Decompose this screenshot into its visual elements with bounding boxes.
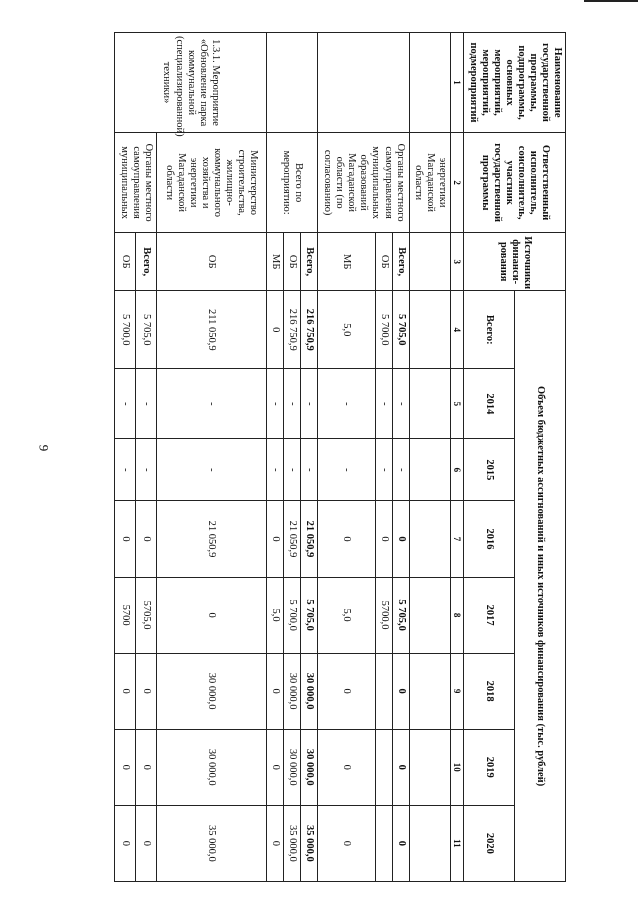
value-cell: 35 000,0 [283, 805, 300, 881]
page-number: 9 [36, 444, 52, 452]
value-cell: - [156, 369, 266, 439]
value-cell: - [375, 439, 392, 501]
value-cell: 5 700,0 [283, 577, 300, 653]
value-cell: 0 [266, 501, 283, 577]
value-cell: 5 705,0 [392, 291, 409, 369]
value-cell: - [392, 439, 409, 501]
value-cell: 216 750,9 [283, 291, 300, 369]
header-year: 2019 [464, 729, 515, 805]
header-col1: Наименование государственной программы, подпрограммы, основных мероприятий, мероприятий, подмероприятий [464, 33, 566, 133]
rotated-table-container [70, 32, 566, 882]
value-cell: 0 [136, 653, 157, 729]
participant-cell: Министерство строительства, жилищно-коммунального хозяйства и энергетики Магаданской области [156, 133, 266, 233]
header-year: 2015 [464, 439, 515, 501]
participant-cell: энергетики Магаданской области [409, 133, 450, 233]
source-cell: ОБ [115, 233, 136, 291]
header-col2: Ответственный исполнитель, соисполнитель, участник государственной программы [464, 133, 566, 233]
col-number: 2 [451, 133, 464, 233]
participant-cell: Органы местного самоуправления муниципальных образований Магаданской области (по согласованию) [317, 133, 409, 233]
value-cell: 30 000,0 [283, 653, 300, 729]
value-cell: 0 [115, 501, 136, 577]
value-cell: 0 [156, 577, 266, 653]
value-cell: 0 [392, 501, 409, 577]
header-row [515, 33, 566, 882]
value-cell: - [317, 439, 375, 501]
value-cell: - [300, 439, 317, 501]
value-cell: 0 [266, 291, 283, 369]
value-cell: 5,0 [317, 291, 375, 369]
col-number: 8 [451, 577, 464, 653]
header-total: Всего: [464, 291, 515, 369]
value-cell: - [136, 439, 157, 501]
value-cell: 21 050,9 [300, 501, 317, 577]
col-number: 4 [451, 291, 464, 369]
value-cell: 0 [317, 805, 375, 881]
value-cell: - [300, 369, 317, 439]
value-cell: 5,0 [266, 577, 283, 653]
value-cell: - [283, 439, 300, 501]
table-row [156, 33, 266, 882]
value-cell: 0 [375, 501, 392, 577]
source-cell: ОБ [283, 233, 300, 291]
value-cell: 21 050,9 [283, 501, 300, 577]
col-number: 1 [451, 33, 464, 133]
value-cell: 216 750,9 [300, 291, 317, 369]
value-cell: - [266, 369, 283, 439]
value-cell: 0 [317, 501, 375, 577]
col-number: 11 [451, 805, 464, 881]
value-cell: 30 000,0 [300, 729, 317, 805]
header-year: 2016 [464, 501, 515, 577]
table-row [392, 33, 409, 882]
value-cell: 211 050,9 [156, 291, 266, 369]
value-cell: 35 000,0 [300, 805, 317, 881]
value-cell: 0 [266, 729, 283, 805]
header-funding-group: Объем бюджетных ассигнований и иных источников финансирования (тыс. рублей) [515, 291, 566, 882]
value-cell: 5,0 [317, 577, 375, 653]
value-cell: 0 [115, 805, 136, 881]
value-cell: - [266, 439, 283, 501]
value-cell: 0 [392, 653, 409, 729]
value-cell: 21 050,9 [156, 501, 266, 577]
value-cell: - [392, 369, 409, 439]
value-cell: - [156, 439, 266, 501]
value-cell [375, 653, 392, 729]
col-number: 9 [451, 653, 464, 729]
value-cell: 30 000,0 [283, 729, 300, 805]
source-cell: МБ [317, 233, 375, 291]
top-edge-mark [584, 0, 638, 2]
col-number: 6 [451, 439, 464, 501]
measure-name-cell: 1.3.1. Мероприятие «Обновление парка коммунальной (специализированной) техники» [115, 33, 266, 133]
column-number-row [451, 33, 464, 882]
value-cell: 0 [136, 501, 157, 577]
value-cell [375, 729, 392, 805]
value-cell: - [283, 369, 300, 439]
source-cell: ОБ [375, 233, 392, 291]
value-cell: 30 000,0 [300, 653, 317, 729]
header-year: 2014 [464, 369, 515, 439]
value-cell: 0 [266, 653, 283, 729]
value-cell: - [136, 369, 157, 439]
col-number: 10 [451, 729, 464, 805]
value-cell: 5 705,0 [392, 577, 409, 653]
source-cell: МБ [266, 233, 283, 291]
value-cell: 30 000,0 [156, 729, 266, 805]
value-cell: - [375, 369, 392, 439]
col-number: 7 [451, 501, 464, 577]
value-cell: 5 700,0 [115, 291, 136, 369]
value-cell: 0 [266, 805, 283, 881]
value-cell: 5 700,0 [375, 291, 392, 369]
col-number: 5 [451, 369, 464, 439]
value-cell: 0 [317, 729, 375, 805]
participant-cell: Органы местного самоуправления муниципальных [115, 133, 156, 233]
value-cell: 5700 [115, 577, 136, 653]
value-cell [375, 805, 392, 881]
value-cell: 0 [392, 729, 409, 805]
value-cell: - [115, 369, 136, 439]
value-cell: 5705,0 [136, 577, 157, 653]
value-cell: 30 000,0 [156, 653, 266, 729]
value-cell: 0 [136, 729, 157, 805]
header-year: 2018 [464, 653, 515, 729]
header-year: 2020 [464, 805, 515, 881]
total-label-cell: Всего по мероприятию: [266, 133, 317, 233]
source-cell: Всего, [136, 233, 157, 291]
value-cell: - [317, 369, 375, 439]
table-row [136, 33, 157, 882]
source-cell: ОБ [156, 233, 266, 291]
value-cell: 5 705,0 [136, 291, 157, 369]
table-row [300, 33, 317, 882]
value-cell: 0 [115, 729, 136, 805]
financing-table [114, 32, 566, 882]
source-cell: Всего, [300, 233, 317, 291]
value-cell: 0 [115, 653, 136, 729]
value-cell: - [115, 439, 136, 501]
value-cell: 5700,0 [375, 577, 392, 653]
source-cell: Всего, [392, 233, 409, 291]
header-col3: Источники финанси-рования [464, 233, 566, 291]
col-number: 3 [451, 233, 464, 291]
value-cell: 0 [317, 653, 375, 729]
header-year: 2017 [464, 577, 515, 653]
value-cell: 0 [136, 805, 157, 881]
value-cell: 5 705,0 [300, 577, 317, 653]
value-cell: 35 000,0 [156, 805, 266, 881]
value-cell: 0 [392, 805, 409, 881]
table-row [409, 33, 450, 882]
